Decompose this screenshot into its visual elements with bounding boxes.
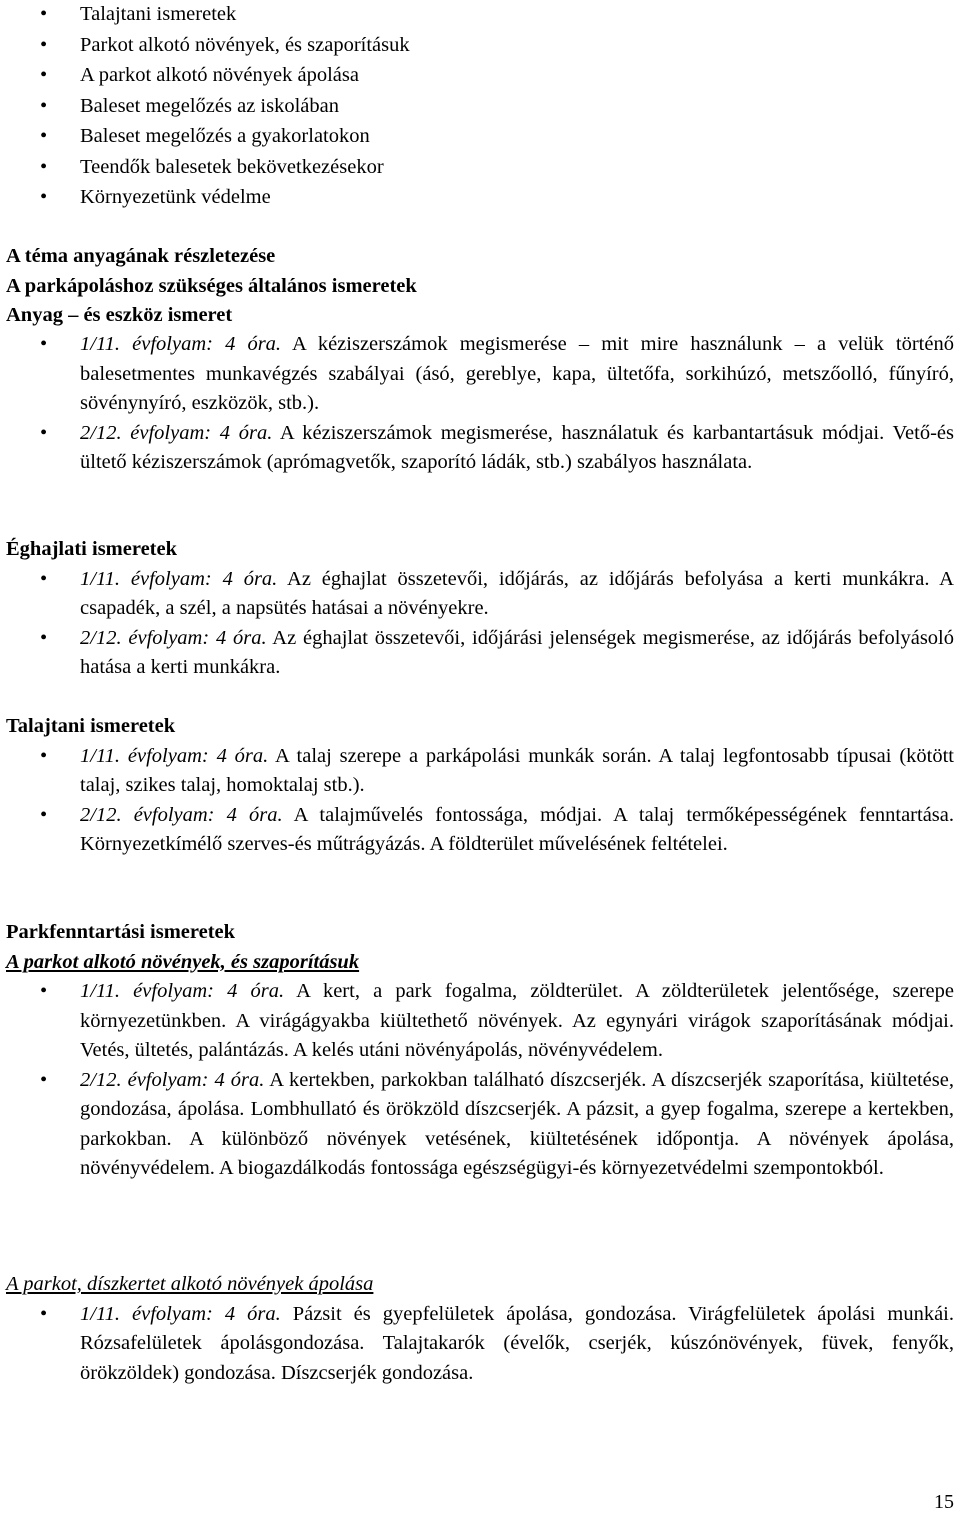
bullet-icon: •	[40, 186, 48, 208]
bullet-icon: •	[40, 744, 48, 767]
climate-section	[0, 535, 960, 683]
bullet-icon: •	[40, 421, 48, 444]
plant-care-section	[0, 1270, 960, 1388]
section-subtitle: Anyag – és eszköz ismeret	[6, 304, 233, 326]
list-item: • 2/12. évfolyam: 4 óra. Az éghajlat összetevői, időjárási jelenségek megismerése, az időjárás befolyásoló hatása a kerti munkákra.	[0, 624, 960, 683]
list-item: • Baleset megelőzés az iskolában	[0, 92, 960, 123]
bullet-icon: •	[40, 1068, 48, 1091]
list-item: • 1/11. évfolyam: 4 óra. A kéziszerszámok megismerése – mit mire használunk – a velük történő balesetmentes munkavégzés szabályai (ásó, gereblye, kapa, ültetőfa, sorkihúzó, metszőolló, fűnyíró, sövénynyíró, eszközök, stb.).	[0, 330, 960, 419]
bullet-icon: •	[40, 125, 48, 147]
list-item: • Környezetünk védelme	[0, 183, 960, 214]
bullet-icon: •	[40, 980, 48, 1002]
list-item: • 2/12. évfolyam: 4 óra. A kertekben, parkokban található díszcserjék. A díszcserjék szaporítása, kiültetése, gondozása, ápolása. Lombhullató és örökzöld díszcserjék. A pázsit, a gyep fogalma, szerepe a kertekben, parkokban. A különböző növények vetésének, kiültetésének időpontja. A növények ápolása, növényvédelem. A biogazdálkodás fontossága egészségügyi-és környezetvédelmi szempontokból.	[0, 1066, 960, 1184]
section-heading: Talajtani ismeretek	[6, 715, 176, 737]
bullet-icon: •	[40, 1302, 48, 1325]
section-title: A téma anyagának részletezése	[6, 245, 276, 267]
section-heading: Parkfenntartási ismeretek	[6, 921, 236, 943]
bullet-icon: •	[40, 567, 48, 590]
list-item: • Baleset megelőzés a gyakorlatokon	[0, 122, 960, 153]
list-item: • 1/11. évfolyam: 4 óra. Pázsit és gyepfelületek ápolása, gondozása. Virágfelületek ápolási munkái. Rózsafelületek ápolásgondozása. Talajtakarók (évelők, cserjék, kúszónövények, füvek, fenyők, örökzöldek) gondozása. Díszcserjék gondozása.	[0, 1300, 960, 1389]
list-item: • 1/11. évfolyam: 4 óra. A kert, a park fogalma, zöldterület. A zöldterületek jelentősége, szerepe környezetünkben. A virágágyakba kiültethető növények. Az egynyári virágok szaporításának módjai. Vetés, ültetés, palántázás. A kelés utáni növényápolás, növényvédelem.	[0, 977, 960, 1066]
topic-list	[0, 0, 960, 214]
bullet-icon: •	[40, 3, 48, 25]
section-subheading: A parkot alkotó növények, és szaporításuk	[6, 950, 360, 973]
list-item: • 1/11. évfolyam: 4 óra. Az éghajlat összetevői, időjárás, az időjárás befolyása a kerti munkákra. A csapadék, a szél, a napsütés hatásai a növényekre.	[0, 565, 960, 624]
bullet-icon: •	[40, 333, 48, 355]
list-item: • Teendők balesetek bekövetkezésekor	[0, 153, 960, 184]
park-maintenance-section	[0, 918, 960, 1184]
section-headings	[6, 242, 417, 331]
list-item: • 2/12. évfolyam: 4 óra. A kéziszerszámok megismerése, használatuk és karbantartásuk módjai. Vető-és ültető kéziszerszámok (aprómagvetők, szaporító ládák, stb.) szabályos használata.	[0, 419, 960, 478]
page-number: 15	[934, 1491, 954, 1513]
list-item: • A parkot alkotó növények ápolása	[0, 61, 960, 92]
bullet-icon: •	[40, 626, 48, 649]
list-item: • 2/12. évfolyam: 4 óra. A talajművelés fontossága, módjai. A talaj termőképességének fenntartása. Környezetkímélő szerves-és műtrágyázás. A földterület művelésének feltételei.	[0, 801, 960, 860]
section-subheading: A parkot, díszkertet alkotó növények ápolása	[6, 1273, 374, 1295]
bullet-icon: •	[40, 33, 48, 56]
section-subtitle: A parkápoláshoz szükséges általános ismeretek	[6, 274, 417, 297]
bullet-icon: •	[40, 94, 48, 117]
list-item: • Talajtani ismeretek	[0, 0, 960, 31]
list-item: • 1/11. évfolyam: 4 óra. A talaj szerepe a parkápolási munkák során. A talaj legfontosabb típusai (kötött talaj, szikes talaj, homoktalaj stb.).	[0, 742, 960, 801]
section-heading: Éghajlati ismeretek	[6, 538, 177, 560]
list-item: • Parkot alkotó növények, és szaporításuk	[0, 31, 960, 62]
bullet-icon: •	[40, 803, 48, 826]
tool-knowledge-section	[0, 330, 960, 478]
soil-section	[0, 712, 960, 860]
bullet-icon: •	[40, 155, 48, 178]
bullet-icon: •	[40, 64, 48, 86]
